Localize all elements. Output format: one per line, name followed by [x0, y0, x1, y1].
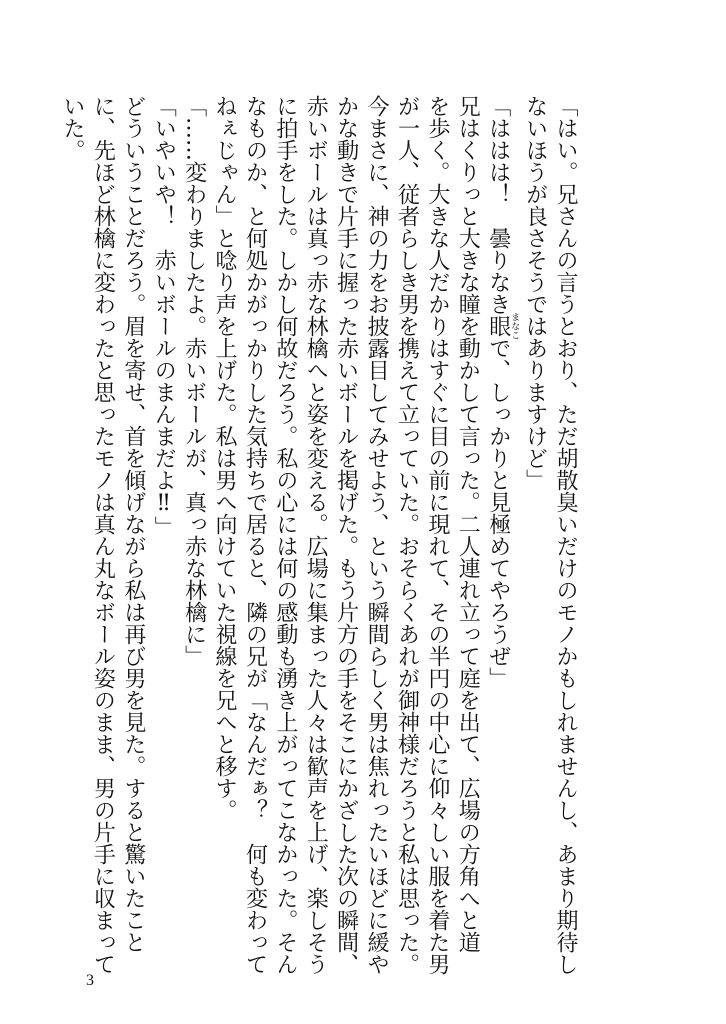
ruby-base: 眼 [485, 312, 511, 340]
ruby-reading: まなこ [509, 312, 520, 340]
text-line-7: 今まさに、神の力をお披露目してみせよう、という瞬間らしく男は焦れったいほどに緩や [364, 95, 390, 975]
page-number: 3 [86, 972, 94, 989]
vertical-text-body [60, 95, 580, 975]
text-line-13: 「……変わりましたよ。赤いボールが、真っ赤な林檎に」 [181, 95, 207, 667]
text-line-6: が一人、従者らしき男を携えて立っていた。おそらくあれが御神様だろうと私は思った。 [394, 95, 420, 975]
text-line-8: かな動きで片手に握った赤いボールを掲げた。もう片方の手をそこにかざした次の瞬間、 [333, 95, 359, 975]
text-line-5: を歩く。大きな人だかりはすぐに目の前に現れて、その半円の中心に仰々しい服を着た男 [424, 95, 450, 975]
text-line-17: いた。 [60, 95, 85, 161]
text-line-4: 兄はくりっと大きな瞳を動かして言った。二人連れ立って庭を出て、広場の方角へと道 [455, 95, 481, 953]
text-line-14: 「いやいや！ 赤いボールのまんまだよ‼」 [151, 95, 177, 538]
text-line-16: に、先ほど林檎に変わったと思ったモノは真ん丸なボール姿のまま、男の片手に収まって [90, 95, 116, 975]
text-line-2: ないほうが良さそうではありますけど」 [522, 95, 548, 491]
text-line-10: に拍手をした。しかし何故だろう。私の心には何の感動も湧き上がってこなかった。そん [272, 95, 298, 975]
text-line-12: ねぇじゃん」と唸り声を上げた。私は男へ向けていた視線を兄へと移す。 [212, 95, 238, 821]
text-line-1: 「はい。兄さんの言うとおり、ただ胡散臭いだけのモノかもしれませんし、あまり期待し [553, 95, 578, 975]
ruby-word [485, 312, 520, 340]
text-line-3 [482, 95, 519, 955]
text-line-3-start: 「ははは！ 曇りなき [485, 95, 511, 315]
text-line-15: どういうことだろう。眉を寄せ、首を傾げながら私は再び男を見た。すると驚いたこと [120, 95, 146, 953]
text-line-11: なものか、と何処かがっかりした気持ちで居ると、隣の兄が「なんだぁ？ 何も変わって [242, 95, 268, 975]
text-line-3-end: で、しっかりと見極めてやろうぜ」 [485, 337, 511, 689]
text-line-9: 赤いボールは真っ赤な林檎へと姿を変える。広場に集まった人々は歓声を上げ、楽しそう [303, 95, 329, 975]
